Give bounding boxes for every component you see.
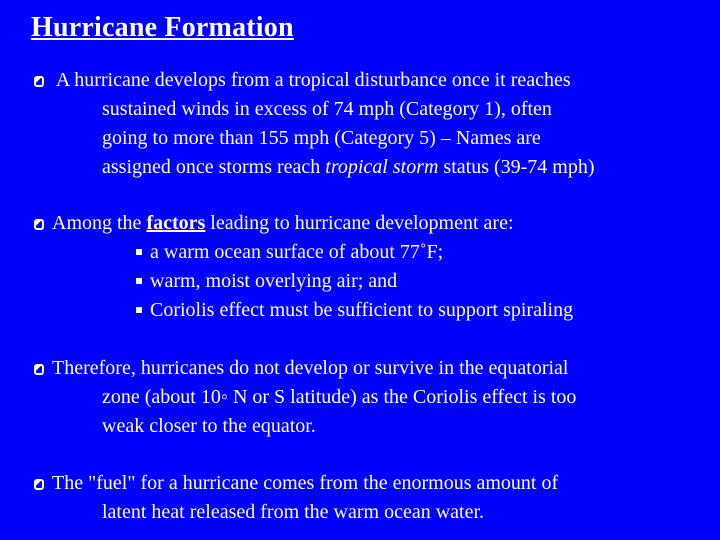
sub-bullet-item: warm, moist overlying air; and [34, 267, 573, 296]
factors-keyword: factors [146, 212, 206, 234]
square-bullet-icon [34, 364, 44, 375]
bullet-text-segment: leading to hurricane development are: [205, 212, 514, 234]
square-bullet-icon [34, 76, 44, 87]
bullet-text-line: A hurricane develops from a tropical disturbance once it reaches [52, 69, 571, 91]
sub-bullet-icon [136, 278, 142, 284]
bullet-text-line: going to more than 155 mph (Category 5) – Names are [102, 127, 541, 149]
bullet-text-line: The "fuel" for a hurricane comes from the enormous amount of [52, 472, 559, 494]
bullet-text-line: sustained winds in excess of 74 mph (Category 1), often [102, 98, 552, 120]
sub-bullet-icon [136, 249, 142, 255]
bullet-equatorial-zone [34, 354, 576, 441]
bullet-text-line: Therefore, hurricanes do not develop or survive in the equatorial [52, 357, 569, 379]
bullet-hurricane-definition [34, 66, 595, 182]
bullet-text-segment: Among the [52, 212, 147, 234]
bullet-text-line: latent heat released from the warm ocean water. [102, 501, 485, 523]
bullet-text-segment: assigned once storms reach [102, 156, 326, 178]
emphasis-text: tropical storm [325, 156, 439, 178]
bullet-text-segment: status (39-74 mph) [438, 156, 595, 178]
square-bullet-icon [34, 479, 44, 490]
square-bullet-icon [34, 219, 44, 230]
bullet-development-factors [34, 209, 573, 325]
bullet-text-line: zone (about 10◦ N or S latitude) as the Coriolis effect is too [102, 386, 577, 408]
bullet-text-line: weak closer to the equator. [102, 415, 316, 437]
sub-bullet-icon [136, 307, 142, 313]
sub-bullet-item: a warm ocean surface of about 77˚F; [34, 238, 573, 267]
sub-bullet-item: Coriolis effect must be sufficient to support spiraling [34, 296, 573, 325]
bullet-hurricane-fuel [34, 469, 558, 527]
slide-title: Hurricane Formation [31, 12, 294, 43]
